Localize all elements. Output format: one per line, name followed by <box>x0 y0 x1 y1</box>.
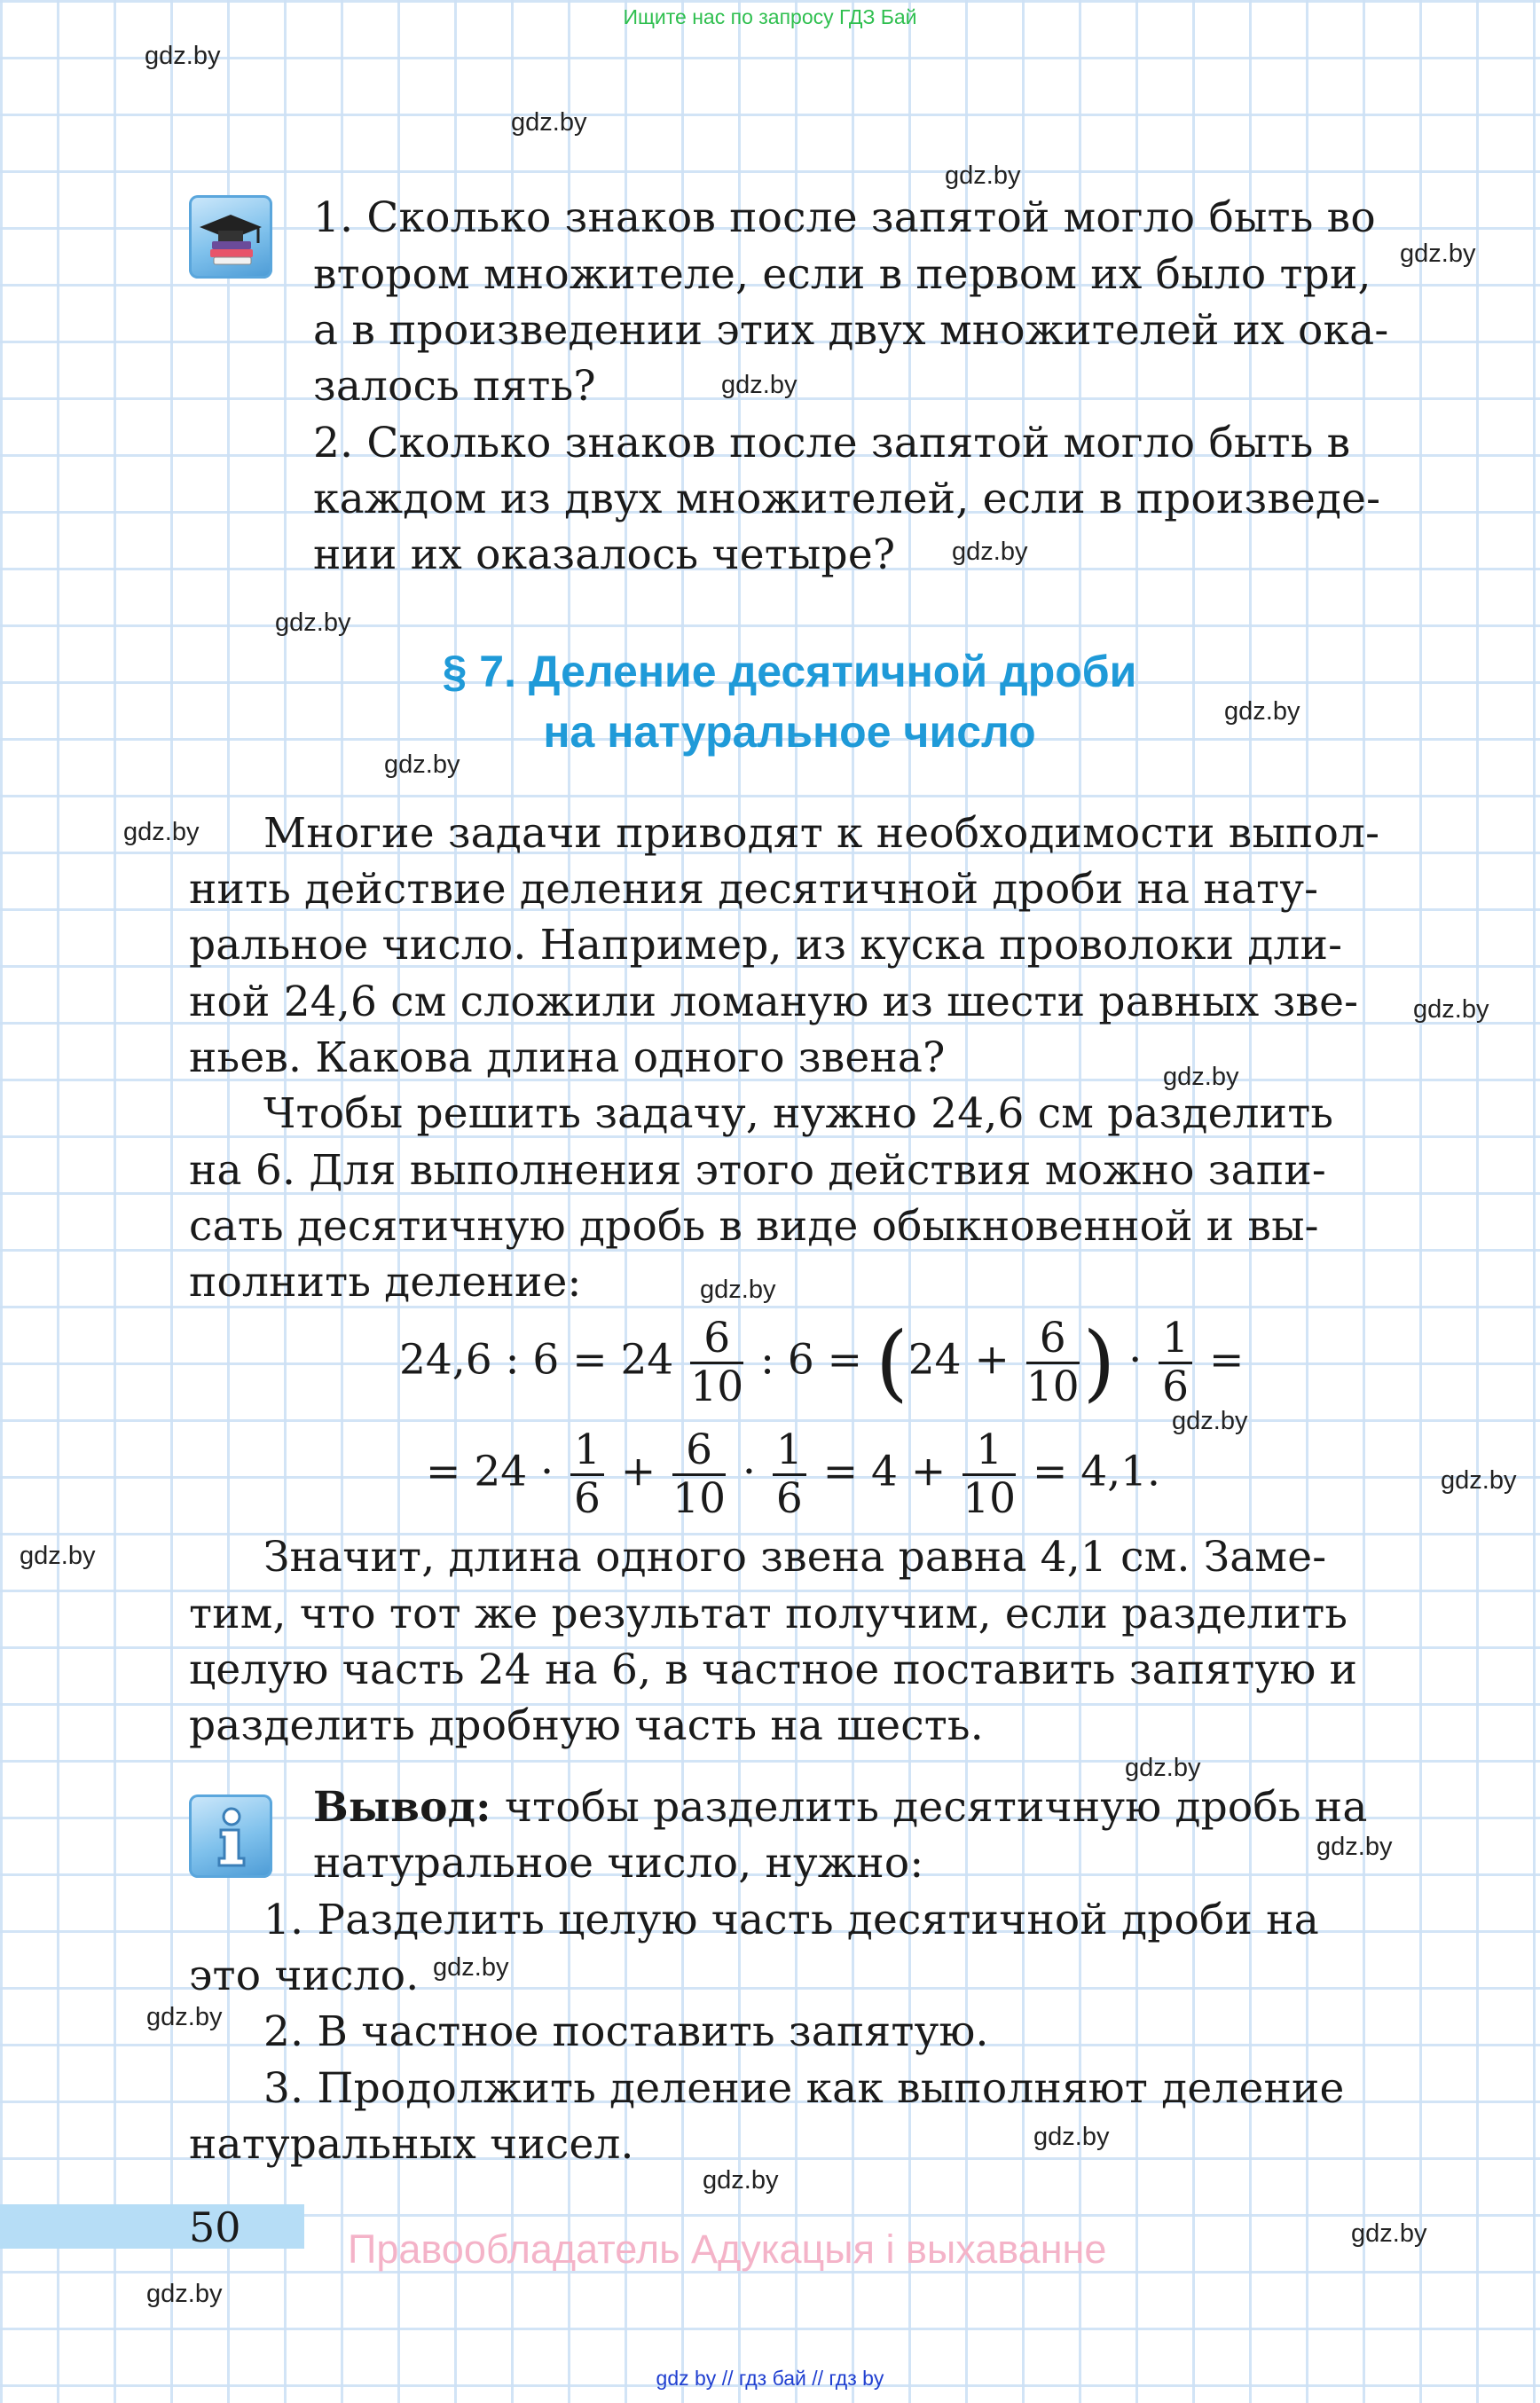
numerator: 1 <box>570 1427 604 1476</box>
denominator: 6 <box>1162 1362 1190 1411</box>
formula-text: = 4,1. <box>1032 1447 1160 1496</box>
watermark: gdz.by <box>275 609 351 637</box>
paragraph-line: разделить дробную часть на шесть. <box>189 1701 984 1750</box>
question-line: каждом из двух множителей, если в произведе- <box>313 475 1381 523</box>
paren-open: ( <box>876 1315 908 1411</box>
watermark: gdz.by <box>433 1953 509 1982</box>
conclusion-step: 1. Разделить целую часть десятичной дроби на <box>263 1896 1319 1944</box>
paragraph-line: Значит, длина одного звена равна 4,1 см. Заме- <box>263 1533 1327 1582</box>
paragraph-line: ньев. Какова длина одного звена? <box>189 1033 946 1082</box>
formula-line-1 <box>399 1315 1244 1411</box>
fraction-1-6 <box>570 1427 604 1522</box>
conclusion-text: чтобы разделить десятичную дробь на <box>491 1783 1368 1832</box>
formula-text: = 4 + <box>822 1447 947 1496</box>
numerator: 6 <box>1026 1315 1080 1364</box>
copyright-text: Правообладатель Адукацыя і выхаванне <box>348 2226 1107 2272</box>
watermark: gdz.by <box>952 538 1028 566</box>
fraction-1-6 <box>773 1427 806 1522</box>
conclusion-label: Вывод: <box>313 1783 491 1832</box>
bottom-links: gdz by // гдз бай // гдз by <box>656 2367 884 2390</box>
section-title-line1: § 7. Деление десятичной дроби <box>442 647 1137 696</box>
denominator: 6 <box>775 1474 803 1523</box>
denominator: 10 <box>1025 1362 1080 1411</box>
conclusion-line <box>313 1783 1368 1832</box>
denominator: 10 <box>690 1362 744 1411</box>
paragraph-line: ральное число. Например, из куска проволоки дли- <box>189 921 1343 970</box>
paragraph-line: Многие задачи приводят к необходимости выпол- <box>263 809 1380 858</box>
watermark: gdz.by <box>1351 2219 1427 2248</box>
formula-text: · <box>742 1447 756 1496</box>
watermark: gdz.by <box>146 2003 223 2031</box>
denominator: 6 <box>573 1474 601 1523</box>
page-number-bar <box>0 2204 304 2249</box>
formula-text: = <box>1209 1335 1245 1385</box>
watermark: gdz.by <box>1400 240 1476 268</box>
fraction-1-10 <box>962 1427 1016 1522</box>
watermark: gdz.by <box>700 1276 776 1304</box>
paragraph-line: ной 24,6 см сложили ломаную из шести равных зве- <box>189 978 1359 1026</box>
fraction-6-10 <box>1026 1315 1080 1410</box>
page-number: 50 <box>189 2203 241 2251</box>
watermark: gdz.by <box>945 161 1021 190</box>
watermark: gdz.by <box>123 818 200 846</box>
graduation-cap-icon <box>189 195 272 279</box>
formula-line-2 <box>426 1427 1160 1522</box>
watermark: gdz.by <box>703 2166 779 2195</box>
watermark: gdz.by <box>145 42 221 70</box>
formula-text: 24 + <box>908 1335 1010 1385</box>
watermark: gdz.by <box>511 108 587 137</box>
conclusion-step: это число. <box>189 1951 420 2000</box>
watermark: gdz.by <box>721 371 798 399</box>
conclusion-line: натуральное число, нужно: <box>313 1839 924 1888</box>
paragraph-line: целую часть 24 на 6, в частное поставить запятую и <box>189 1645 1358 1694</box>
watermark: gdz.by <box>1172 1407 1248 1435</box>
fraction-6-10 <box>690 1315 743 1410</box>
denominator: 10 <box>672 1474 726 1523</box>
formula-text: 24,6 : 6 = 24 <box>399 1335 674 1385</box>
question-line: залось пять? <box>313 362 596 411</box>
conclusion-step: натуральных чисел. <box>189 2120 634 2169</box>
watermark: gdz.by <box>1224 697 1300 726</box>
question-line: нии их оказалось четыре? <box>313 530 896 579</box>
top-banner: Ищите нас по запросу ГДЗ Бай <box>623 5 917 28</box>
info-icon <box>189 1794 272 1878</box>
formula-text: : 6 = <box>760 1335 863 1385</box>
numerator: 1 <box>962 1427 1016 1476</box>
formula-text: · <box>1128 1335 1143 1385</box>
watermark: gdz.by <box>1033 2123 1110 2151</box>
watermark: gdz.by <box>20 1542 96 1570</box>
numerator: 6 <box>672 1427 726 1476</box>
formula-text: + <box>620 1447 656 1496</box>
watermark: gdz.by <box>384 750 460 779</box>
paragraph-line: сать десятичную дробь в виде обыкновенной и вы- <box>189 1202 1319 1251</box>
section-title-line2: на натуральное число <box>543 707 1036 757</box>
paragraph-line: Чтобы решить задачу, нужно 24,6 см разделить <box>263 1089 1334 1138</box>
conclusion-step: 3. Продолжить деление как выполняют деление <box>263 2064 1345 2113</box>
numerator: 1 <box>1159 1315 1192 1364</box>
watermark: gdz.by <box>1163 1063 1239 1091</box>
question-line: а в произведении этих двух множителей их ока- <box>313 306 1389 355</box>
numerator: 6 <box>690 1315 743 1364</box>
paragraph-line: полнить деление: <box>189 1258 582 1307</box>
watermark: gdz.by <box>1316 1833 1393 1861</box>
question-line: 1. Сколько знаков после запятой могло быть во <box>313 193 1376 242</box>
fraction-1-6 <box>1159 1315 1192 1410</box>
fraction-6-10 <box>672 1427 726 1522</box>
watermark: gdz.by <box>1125 1754 1201 1782</box>
denominator: 10 <box>962 1474 1017 1523</box>
paren-close: ) <box>1082 1315 1116 1411</box>
paragraph-line: нить действие деления десятичной дроби на нату- <box>189 865 1319 914</box>
conclusion-step: 2. В частное поставить запятую. <box>263 2007 989 2056</box>
paragraph-line: тим, что тот же результат получим, если разделить <box>189 1590 1348 1638</box>
watermark: gdz.by <box>146 2280 223 2308</box>
question-line: 2. Сколько знаков после запятой могло быть в <box>313 419 1351 467</box>
watermark: gdz.by <box>1413 995 1489 1024</box>
paragraph-line: на 6. Для выполнения этого действия можно запи- <box>189 1146 1326 1195</box>
question-line: втором множителе, если в первом их было три, <box>313 250 1371 299</box>
watermark: gdz.by <box>1441 1466 1517 1495</box>
formula-text: = 24 · <box>426 1447 554 1496</box>
numerator: 1 <box>773 1427 806 1476</box>
